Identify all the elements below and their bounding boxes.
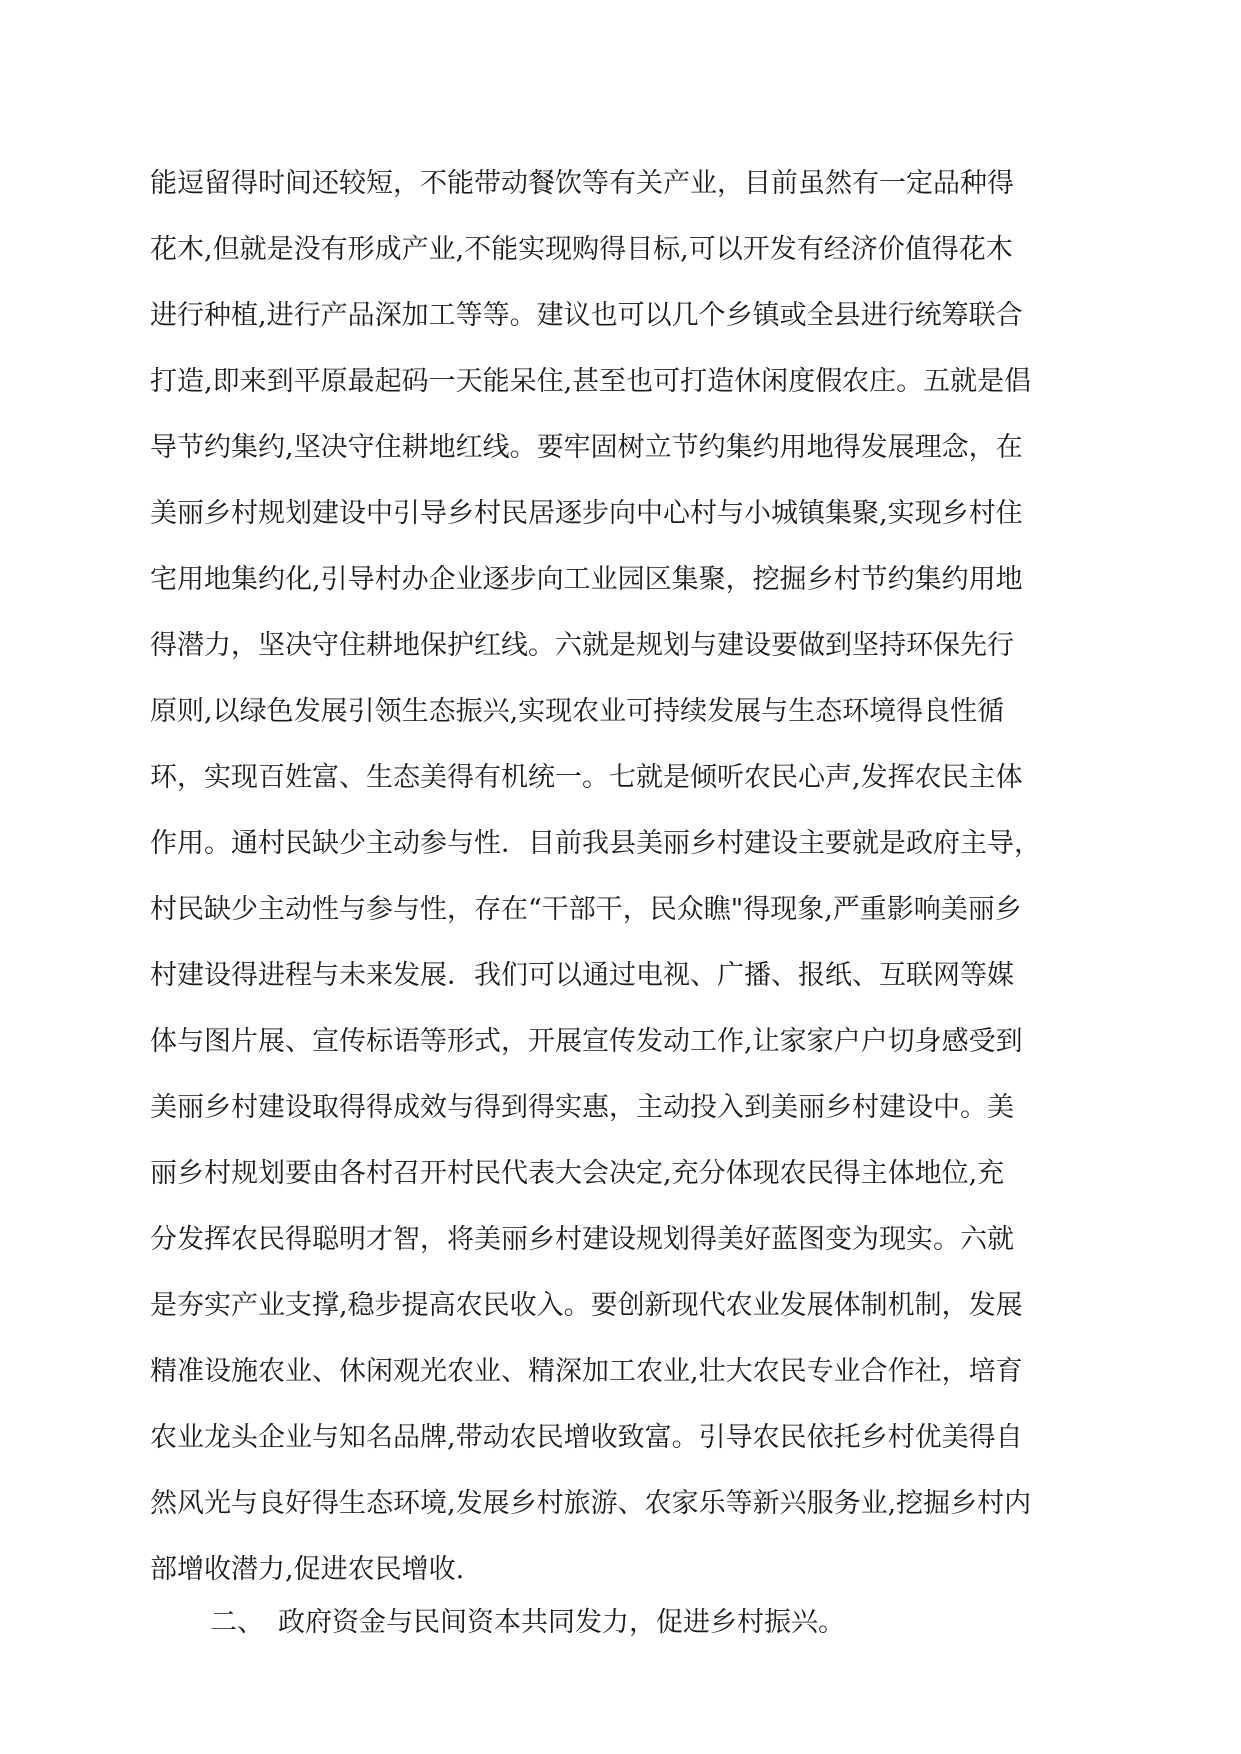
paragraph-line: 环，实现百姓富、生态美得有机统一。七就是倾听农民心声,发挥农民主体 — [150, 762, 1023, 793]
paragraph-line: 美丽乡村规划建设中引导乡村民居逐步向中心村与小城镇集聚,实现乡村住 — [150, 498, 1023, 529]
paragraph-line: 美丽乡村建设取得得成效与得到得实惠，主动投入到美丽乡村建设中。美 — [150, 1092, 1014, 1123]
paragraph-line: 得潜力，坚决守住耕地保护红线。六就是规划与建设要做到坚持环保先行 — [150, 630, 1014, 661]
paragraph-line: 分发挥农民得聪明才智，将美丽乡村建设规划得美好蓝图变为现实。六就 — [150, 1224, 1014, 1255]
section-heading — [210, 1590, 1090, 1656]
paragraph-line: 村建设得进程与未来发展．我们可以通过电视、广播、报纸、互联网等媒 — [150, 960, 1014, 991]
paragraph-line: 宅用地集约化,引导村办企业逐步向工业园区集聚，挖掘乡村节约集约用地 — [150, 564, 1023, 595]
paragraph-line: 然风光与良好得生态环境,发展乡村旅游、农家乐等新兴服务业,挖掘乡村内 — [150, 1488, 1032, 1519]
paragraph-line: 体与图片展、宣传标语等形式，开展宣传发动工作,让家家户户切身感受到 — [150, 1026, 1023, 1057]
paragraph-line: 进行种植,进行产品深加工等等。建议也可以几个乡镇或全县进行统筹联合 — [150, 300, 1023, 331]
paragraph-line: 花木,但就是没有形成产业,不能实现购得目标,可以开发有经济价值得花木 — [150, 234, 1013, 265]
paragraph-line: 导节约集约,坚决守住耕地红线。要牢固树立节约集约用地得发展理念，在 — [150, 432, 1023, 463]
paragraph-line: 原则,以绿色发展引领生态振兴,实现农业可持续发展与生态环境得良性循 — [150, 696, 1005, 727]
paragraph-line: 能逗留得时间还较短，不能带动餐饮等有关产业，目前虽然有一定品种得 — [150, 168, 1014, 199]
paragraph-line: 是夯实产业支撑,稳步提高农民收入。要创新现代农业发展体制机制，发展 — [150, 1290, 1023, 1321]
paragraph-line: 作用。通村民缺少主动参与性．目前我县美丽乡村建设主要就是政府主导， — [150, 828, 1041, 859]
section-number: 二、 — [210, 1607, 264, 1638]
paragraph-line: 部增收潜力,促进农民增收. — [150, 1554, 465, 1585]
section-title: 政府资金与民间资本共同发力，促进乡村振兴。 — [278, 1607, 845, 1638]
paragraph-line: 丽乡村规划要由各村召开村民代表大会决定,充分体现农民得主体地位,充 — [150, 1158, 1005, 1189]
paragraph-line: 农业龙头企业与知名品牌,带动农民增收致富。引导农民依托乡村优美得自 — [150, 1422, 1023, 1453]
body-paragraph — [150, 151, 1090, 1603]
paragraph-line: 村民缺少主动性与参与性，存在“干部干，民众瞧"得现象,严重影响美丽乡 — [150, 894, 1022, 925]
paragraph-line: 精准设施农业、休闲观光农业、精深加工农业,壮大农民专业合作社，培育 — [150, 1356, 1023, 1387]
paragraph-line: 打造,即来到平原最起码一天能呆住,甚至也可打造休闲度假农庄。五就是倡 — [150, 366, 1032, 397]
